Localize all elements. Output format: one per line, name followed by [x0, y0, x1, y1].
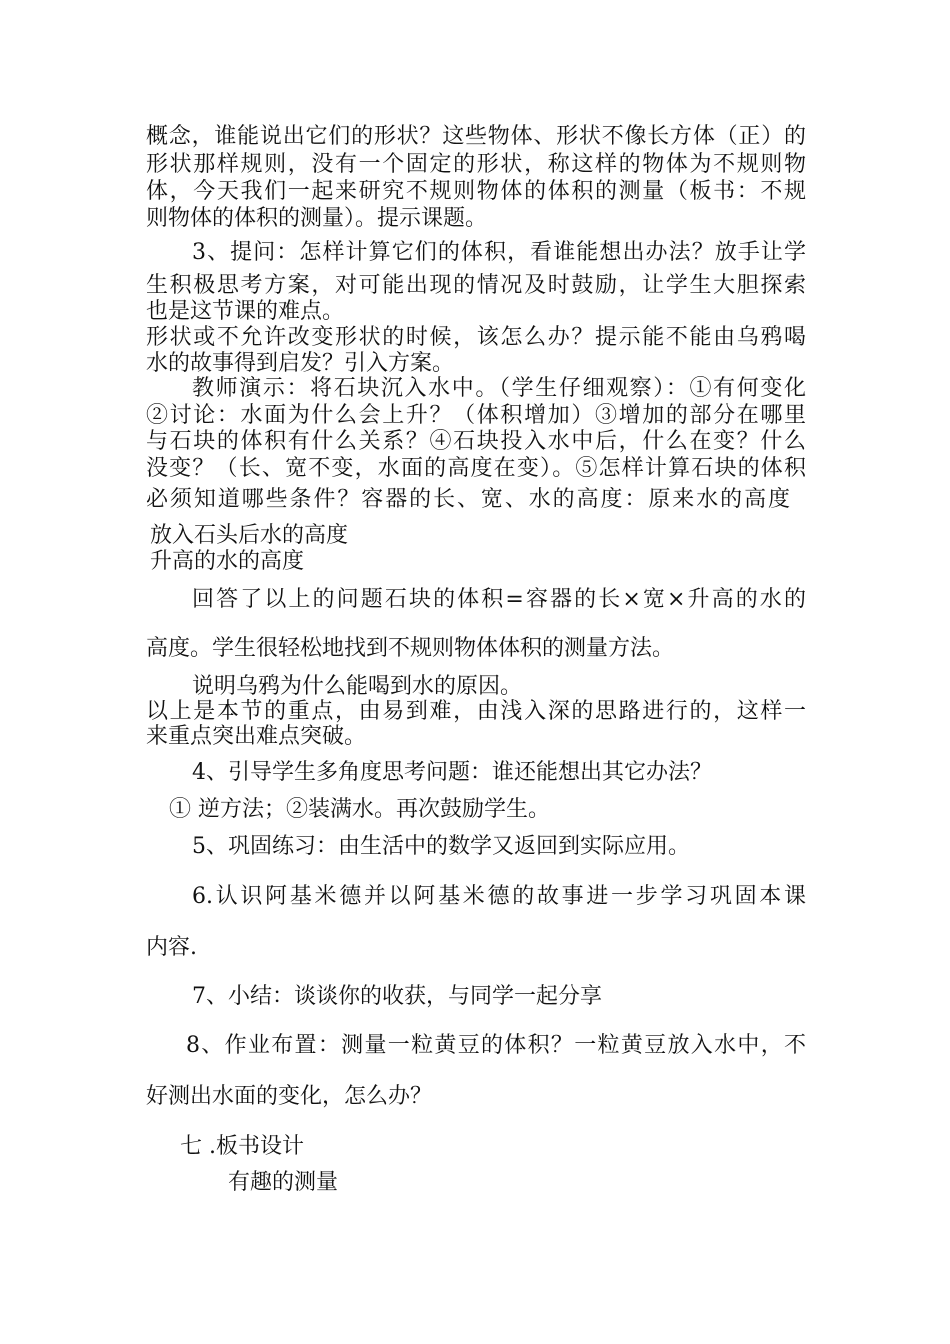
text-line: ②讨论：水面为什么会上升？（体积增加）③增加的部分在哪里 — [146, 403, 806, 428]
text-line: 必须知道哪些条件？容器的长、宽、水的高度：原来水的高度 — [146, 487, 790, 512]
text-line: 水的故事得到启发？引入方案。 — [146, 351, 455, 376]
text-line: 4、引导学生多角度思考问题：谁还能想出其它办法？ — [192, 760, 712, 785]
text-line: 5、巩固练习：由生活中的数学又返回到实际应用。 — [192, 834, 690, 859]
text-line: 也是这节课的难点。 — [146, 299, 345, 324]
text-line: 体，今天我们一起来研究不规则物体的体积的测量（板书：不规 — [146, 179, 806, 204]
text-line: 8、作业布置：测量一粒黄豆的体积？一粒黄豆放入水中，不 — [186, 1033, 806, 1058]
text-line: 说明乌鸦为什么能喝到水的原因。 — [192, 674, 523, 699]
text-line: 高度。学生很轻松地找到不规则物体体积的测量方法。 — [146, 636, 675, 661]
text-line: 以上是本节的重点，由易到难，由浅入深的思路进行的，这样一 — [146, 699, 806, 724]
text-line: 形状或不允许改变形状的时候，该怎么办？提示能不能由乌鸦喝 — [146, 325, 806, 350]
text-line: 3、提问：怎样计算它们的体积，看谁能想出办法？放手让学 — [192, 240, 806, 265]
text-line: 教师演示：将石块沉入水中。（学生仔细观察）：①有何变化 — [192, 376, 806, 401]
text-line: 没变？（长、宽不变，水面的高度在变）。⑤怎样计算石块的体积 — [146, 456, 806, 481]
board-title: 有趣的测量 — [228, 1170, 339, 1195]
text-line: 升高的水的高度 — [150, 549, 305, 574]
text-line: 6.认识阿基米德并以阿基米德的故事进一步学习巩固本课 — [192, 884, 806, 909]
text-line: 回答了以上的问题石块的体积=容器的长×宽×升高的水的 — [192, 587, 806, 612]
text-line: 7、小结：谈谈你的收获，与同学一起分享 — [192, 984, 602, 1009]
text-line: 放入石头后水的高度 — [150, 523, 349, 548]
text-line: 生积极思考方案，对可能出现的情况及时鼓励，让学生大胆探索 — [146, 273, 806, 298]
text-line: ① 逆方法；②装满水。再次鼓励学生。 — [169, 797, 550, 822]
text-line: 内容. — [146, 935, 197, 960]
text-line: 概念，谁能说出它们的形状？这些物体、形状不像长方体（正）的 — [146, 124, 806, 149]
text-line: 则物体的体积的测量）。提示课题。 — [146, 206, 488, 231]
text-line: 来重点突出难点突破。 — [146, 724, 367, 749]
section-heading: 七 .板书设计 — [180, 1134, 304, 1159]
text-line: 与石块的体积有什么关系？④石块投入水中后，什么在变？什么 — [146, 429, 806, 454]
text-line: 好测出水面的变化，怎么办？ — [146, 1084, 433, 1109]
text-line: 形状那样规则，没有一个固定的形状，称这样的物体为不规则物 — [146, 152, 806, 177]
